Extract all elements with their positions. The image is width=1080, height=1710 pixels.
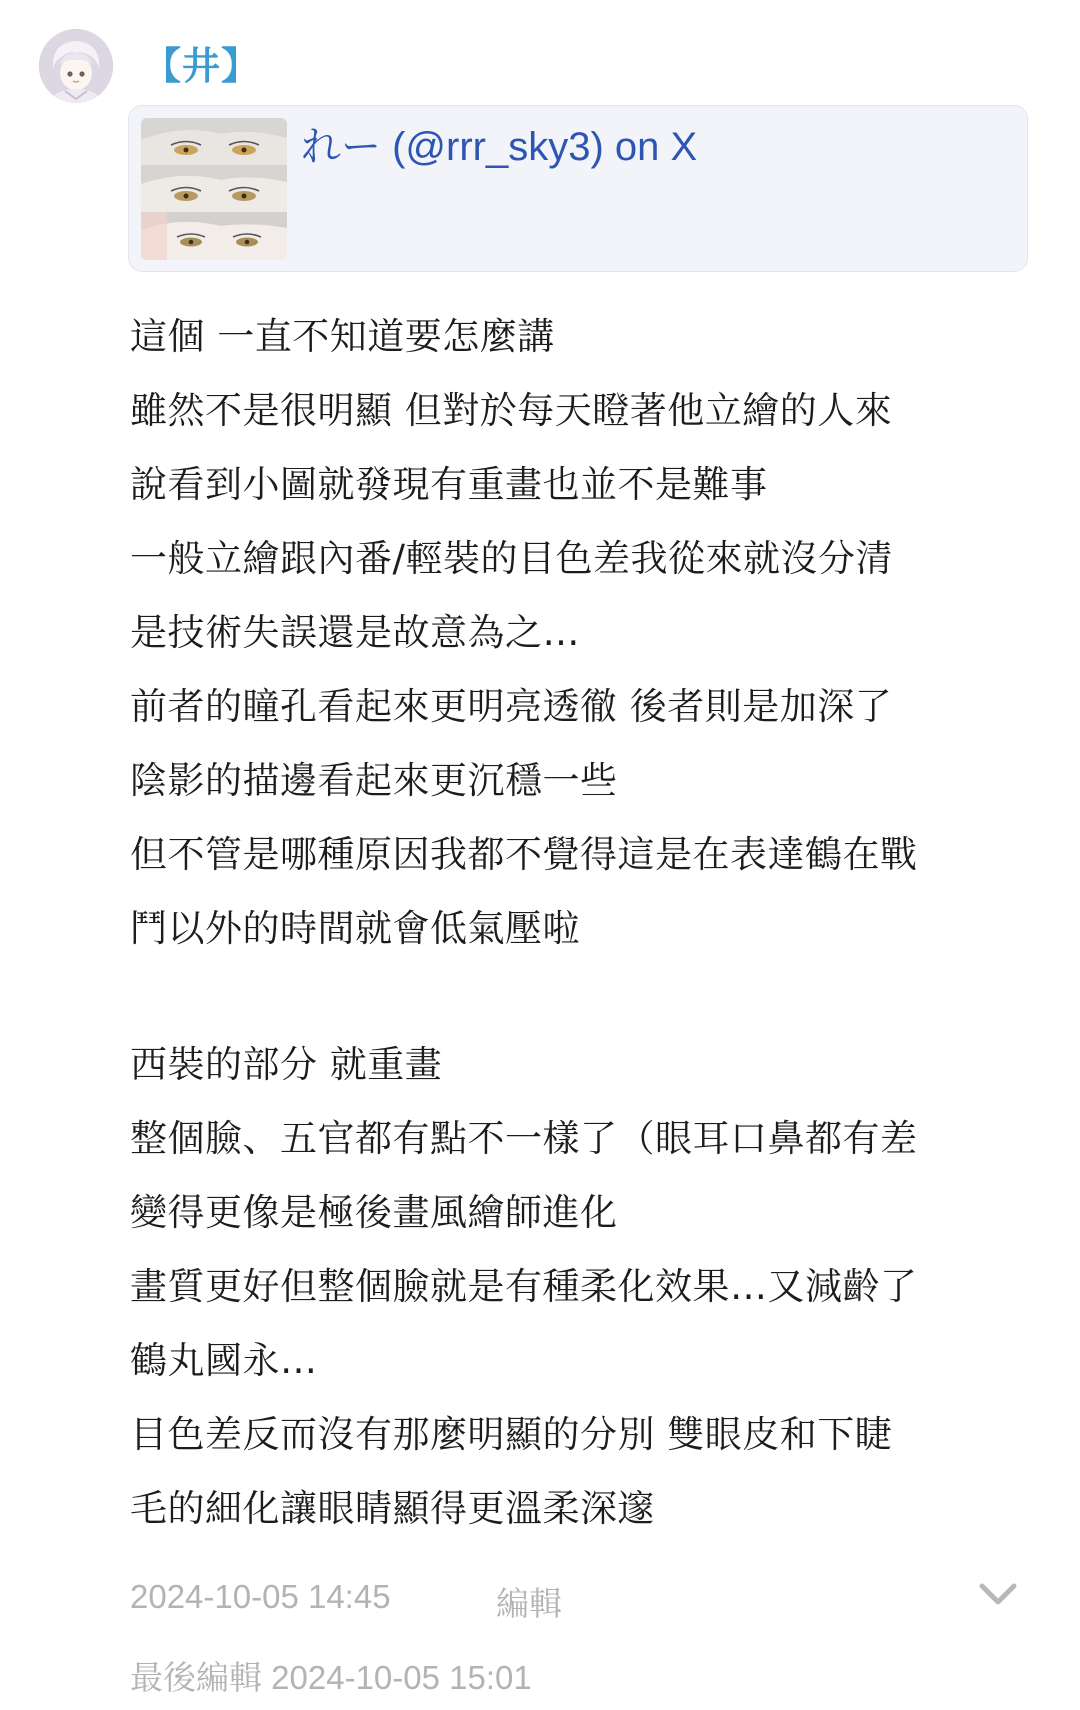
post-text-line: 說看到小圖就發現有重畫也並不是難事 xyxy=(130,463,768,506)
user-avatar[interactable] xyxy=(39,29,113,103)
post-timestamp: 2024-10-05 14:45 xyxy=(130,1578,391,1615)
author-name[interactable]: 【井】 xyxy=(143,44,261,88)
post-text-line: 變得更像是極後畫風繪師進化 xyxy=(130,1191,618,1234)
post-text-line: 陰影的描邊看起來更沉穩一些 xyxy=(130,759,618,802)
avatar-illustration xyxy=(39,29,113,103)
post-text-line: 雖然不是很明顯 但對於每天瞪著他立繪的人來 xyxy=(130,389,893,432)
post-text-line: 鶴丸國永… xyxy=(130,1339,318,1382)
post-text-line: 整個臉、五官都有點不一樣了（眼耳口鼻都有差 xyxy=(130,1117,918,1160)
post-text-line: 目色差反而沒有那麼明顯的分別 雙眼皮和下睫 xyxy=(130,1413,893,1456)
post-text-line: 鬥以外的時間就會低氣壓啦 xyxy=(130,907,580,950)
edit-button[interactable]: 編輯 xyxy=(496,1585,562,1622)
post-text-line: 畫質更好但整個臉就是有種柔化效果…又減齡了 xyxy=(130,1265,918,1308)
post-text-line: 毛的細化讓眼睛顯得更溫柔深邃 xyxy=(130,1487,655,1530)
post-blank-line xyxy=(130,966,1060,1028)
post-text-line: 這個 一直不知道要怎麼講 xyxy=(130,315,555,358)
chevron-down-icon[interactable] xyxy=(976,1576,1020,1612)
post-text-line: 是技術失誤還是故意為之… xyxy=(130,611,580,654)
post-text-line: 西裝的部分 就重畫 xyxy=(130,1043,443,1086)
link-preview-card[interactable] xyxy=(128,105,1028,272)
character-eyes-thumbnail xyxy=(141,118,287,260)
post-text-line: 一般立繪跟內番/輕裝的目色差我從來就沒分清 xyxy=(130,537,893,580)
post-text-line: 前者的瞳孔看起來更明亮透徹 後者則是加深了 xyxy=(130,685,893,728)
post-content xyxy=(130,300,1060,1546)
post-text-line: 但不管是哪種原因我都不覺得這是在表達鶴在戰 xyxy=(130,833,918,876)
last-edited-label: 最後編輯 2024-10-05 15:01 xyxy=(130,1659,532,1696)
link-card-title[interactable]: れー (@rrr_sky3) on X xyxy=(301,125,698,169)
